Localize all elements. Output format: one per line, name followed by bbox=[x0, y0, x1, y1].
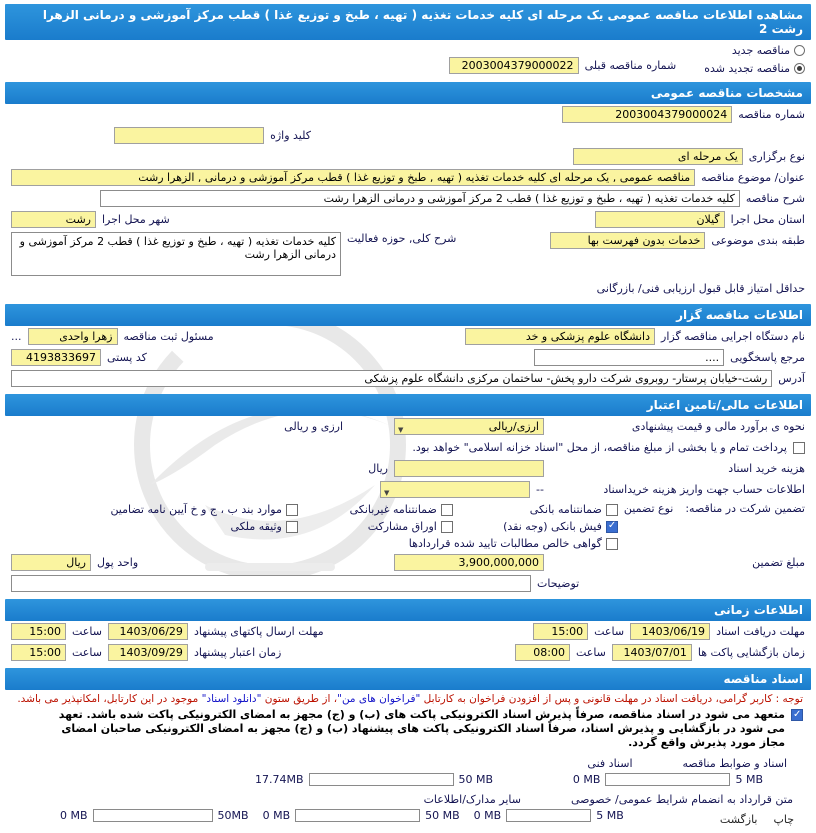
subject-field[interactable]: مناقصه عمومی , یک مرحله ای کلیه خدمات تغذیه ( تهیه , طبخ و توزیع غذا ) قطب مرکز آموزشی و درمانی , الزهرا رشت bbox=[11, 169, 695, 186]
back-button[interactable]: بازگشت bbox=[719, 813, 758, 826]
contract-text-label: متن قرارداد به انضمام شرایط عمومی/ خصوصی bbox=[571, 793, 793, 806]
schedule-item bbox=[11, 623, 324, 640]
new-tender-label: مناقصه جدید bbox=[731, 44, 790, 57]
schedule-item bbox=[533, 623, 805, 640]
footer-actions bbox=[720, 813, 794, 826]
technical-docs-current: 17.74MB bbox=[255, 773, 304, 786]
proposal-send-deadline-time[interactable]: 15:00 bbox=[11, 623, 66, 640]
terms-docs-label: اسناد و ضوابط مناقصه bbox=[682, 757, 787, 770]
guarantee-option-label: گواهی خالص مطالبات تایید شده قراردادها bbox=[408, 537, 602, 550]
registrar-label: مسئول ثبت مناقصه bbox=[123, 330, 214, 343]
documents-notice bbox=[5, 690, 811, 706]
guarantee-option-label: ضمانتنامه غیربانکی bbox=[349, 503, 437, 516]
holding-type-label: نوع برگزاری bbox=[748, 150, 805, 163]
contract-text-current: 0 MB bbox=[473, 809, 502, 822]
doc-receive-deadline-time[interactable]: 15:00 bbox=[533, 623, 588, 640]
proposal-validity-label: زمان اعتبار پیشنهاد bbox=[193, 646, 282, 659]
postal-code-label: کد پستی bbox=[107, 351, 147, 364]
new-tender-option[interactable] bbox=[704, 44, 805, 57]
section-financial-header: اطلاعات مالی/تامین اعتبار bbox=[5, 394, 811, 416]
other-docs-max: 50 MB bbox=[425, 809, 460, 822]
proposal-validity-date[interactable]: 1403/09/29 bbox=[108, 644, 188, 661]
previous-tender-number-label: شماره مناقصه قبلی bbox=[584, 59, 677, 72]
holding-type-field[interactable]: یک مرحله ای bbox=[573, 148, 743, 165]
technical-docs-label: اسناد فنی bbox=[587, 757, 633, 770]
guarantee-label: تضمین شرکت در مناقصه: bbox=[685, 502, 805, 515]
proposal-send-deadline-date[interactable]: 1403/06/29 bbox=[108, 623, 188, 640]
min-score-label: حداقل امتیاز قابل قبول ارزیابی فنی/ بازرگانی bbox=[596, 282, 805, 295]
hour-label: ساعت bbox=[72, 646, 102, 659]
notice-text: ، از طریق ستون bbox=[261, 693, 338, 705]
technical-docs-max: 50 MB bbox=[458, 773, 494, 786]
guarantee-option[interactable] bbox=[409, 537, 618, 550]
other-docs-bar bbox=[295, 809, 420, 822]
hour-label: ساعت bbox=[72, 625, 102, 638]
description-label: شرح مناقصه bbox=[745, 192, 805, 205]
proposal-send-deadline-label: مهلت ارسال پاکتهای پیشنهاد bbox=[193, 625, 324, 638]
notice-text: توجه : کاربر گرامی، دریافت اسناد در مهلت قانونی و پس از افزودن فراخوان به کارتابل bbox=[420, 693, 803, 705]
registrar-field[interactable]: زهرا واحدی bbox=[28, 328, 118, 345]
commitment-text: متعهد می شود در اسناد مناقصه، صرفاً پذیرش اسناد الکترونیکی پاکت های (ب) و (ج) مجهز به امضای الکترونیکی پاکت شده باشد. تعهد می شود در بازگشایی و پذیرش اسناد، صرفاً اسناد الکترونیکی پاکت های پیشنهاد (ب) و (ج) مجهز به امضای الکترونیکی صاحبان امضای مجاز مورد پذیرش واقع گردد. bbox=[58, 708, 785, 749]
notes-label: توضیحات bbox=[537, 577, 580, 590]
guarantee-option[interactable] bbox=[308, 503, 453, 516]
status-row bbox=[5, 40, 811, 77]
guarantee-amount-field[interactable]: 3,900,000,000 bbox=[394, 554, 544, 571]
terms-docs-bar bbox=[605, 773, 730, 786]
notice-quoted-my-calls: "فراخوان های من" bbox=[337, 693, 421, 705]
guarantee-option[interactable] bbox=[463, 503, 618, 516]
guarantee-checkbox[interactable] bbox=[441, 521, 453, 533]
estimate-method-note: ارزی و ریالی bbox=[284, 420, 343, 433]
extra-docs-bar bbox=[93, 809, 213, 822]
guarantee-option-label: اوراق مشارکت bbox=[367, 520, 437, 533]
guarantee-option-label: فیش بانکی (وجه نقد) bbox=[503, 520, 602, 533]
other-docs-progress bbox=[263, 809, 460, 822]
guarantee-type-label: نوع تضمین bbox=[623, 502, 674, 515]
agency-field[interactable]: دانشگاه علوم پزشکی و خد bbox=[465, 328, 655, 345]
document-fee-label: هزینه خرید اسناد bbox=[728, 462, 805, 475]
description-field[interactable]: کلیه خدمات تغذیه ( تهیه ، طبخ و توزیع غذا ) قطب 2 مرکز آموزشی و درمانی الزهرا رشت bbox=[100, 190, 740, 207]
contract-text-bar bbox=[506, 809, 591, 822]
section-documents-header: اسناد مناقصه bbox=[5, 668, 811, 690]
city-field[interactable]: رشت bbox=[11, 211, 96, 228]
contract-text-progress bbox=[474, 809, 624, 822]
notice-text: موجود در این کارتابل، امکانپذیر می باشد. bbox=[17, 693, 202, 705]
page-title: مشاهده اطلاعات مناقصه عمومی یک مرحله ای کلیه خدمات تغذیه ( تهیه ، طبخ و توزیع غذا ) قطب مرکز آموزشی و درمانی الزهرا رشت 2 bbox=[5, 4, 811, 40]
other-docs-current: 0 MB bbox=[262, 809, 291, 822]
section-specs-header: مشخصات مناقصه عمومی bbox=[5, 82, 811, 104]
address-field[interactable]: رشت-خیابان پرستار- روبروی شرکت دارو پخش- ساختمان مرکزی دانشگاه علوم پزشکی bbox=[11, 370, 772, 387]
tender-number-label: شماره مناقصه bbox=[738, 108, 805, 121]
envelope-opening-time[interactable]: 08:00 bbox=[515, 644, 570, 661]
postal-code-field[interactable]: 4193833697 bbox=[11, 349, 101, 366]
treasury-label: پرداخت تمام و یا بخشی از مبلغ مناقصه، از محل "اسناد خزانه اسلامی" خواهد بود. bbox=[412, 441, 787, 454]
guarantee-block bbox=[5, 500, 811, 552]
document-fee-unit: ریال bbox=[368, 462, 388, 475]
currency-label: واحد پول bbox=[97, 556, 139, 569]
guarantee-option[interactable] bbox=[73, 503, 298, 516]
terms-docs-progress bbox=[573, 773, 763, 786]
guarantee-option[interactable] bbox=[308, 520, 453, 533]
extra-docs-current: 0 MB bbox=[60, 809, 88, 822]
reply-reference-label: مرجع پاسخگویی bbox=[730, 351, 805, 364]
extra-docs-progress bbox=[60, 809, 249, 822]
guarantee-checkbox[interactable] bbox=[606, 504, 618, 516]
doc-receive-deadline-label: مهلت دریافت اسناد bbox=[716, 625, 805, 638]
section-schedule-header: اطلاعات زمانی bbox=[5, 599, 811, 621]
registrar-more: ... bbox=[11, 330, 22, 343]
technical-docs-bar bbox=[309, 773, 454, 786]
guarantee-option[interactable] bbox=[463, 520, 618, 533]
currency-field[interactable]: ریال bbox=[11, 554, 91, 571]
notes-field[interactable] bbox=[11, 575, 531, 592]
estimate-method-label: نحوه ی برآورد مالی و قیمت پیشنهادی bbox=[631, 420, 805, 433]
renewed-tender-radio[interactable] bbox=[794, 63, 805, 74]
subject-label: عنوان/ موضوع مناقصه bbox=[701, 171, 805, 184]
guarantee-amount-label: مبلغ تضمین bbox=[752, 556, 805, 569]
previous-tender-number-field[interactable]: 2003004379000022 bbox=[449, 57, 579, 74]
estimate-method-select[interactable]: ارزی/ریالی ▼ bbox=[394, 418, 544, 435]
province-field[interactable]: گیلان bbox=[595, 211, 725, 228]
agency-label: نام دستگاه اجرایی مناقصه گزار bbox=[661, 330, 805, 343]
activity-label: شرح کلی, حوزه فعالیت bbox=[347, 232, 457, 245]
guarantee-option-label: موارد بند ب ، ج و خ آیین نامه تضامین bbox=[110, 503, 282, 516]
reply-reference-field[interactable]: .... bbox=[534, 349, 724, 366]
contract-text-max: 5 MB bbox=[596, 809, 624, 822]
guarantee-checkbox[interactable] bbox=[606, 538, 618, 550]
renewed-tender-label: مناقصه تجدید شده bbox=[704, 62, 790, 75]
schedule-item bbox=[515, 644, 805, 661]
doc-receive-deadline-date[interactable]: 1403/06/19 bbox=[630, 623, 710, 640]
new-tender-radio[interactable] bbox=[794, 45, 805, 56]
province-label: استان محل اجرا bbox=[730, 213, 805, 226]
guarantee-option[interactable] bbox=[73, 520, 298, 533]
tender-number-field[interactable]: 2003004379000024 bbox=[562, 106, 732, 123]
terms-docs-max: 5 MB bbox=[735, 773, 763, 786]
terms-docs-current: 0 MB bbox=[572, 773, 601, 786]
address-label: آدرس bbox=[778, 372, 805, 385]
other-docs-label: سایر مدارک/اطلاعات bbox=[423, 793, 521, 806]
commitment-checkbox[interactable] bbox=[791, 709, 803, 721]
activity-field[interactable]: کلیه خدمات تغذیه ( تهیه ، طبخ و توزیع غذا ) قطب 2 مرکز آموزشی و درمانی الزهرا رشت bbox=[11, 232, 341, 276]
guarantee-checkbox[interactable] bbox=[441, 504, 453, 516]
envelope-opening-label: زمان بازگشایی پاکت ها bbox=[697, 646, 805, 659]
hour-label: ساعت bbox=[575, 646, 606, 659]
schedule-item bbox=[11, 644, 281, 661]
guarantee-checkbox[interactable] bbox=[606, 521, 618, 533]
notice-quoted-download: "دانلود اسناد" bbox=[201, 693, 262, 705]
city-label: شهر محل اجرا bbox=[102, 213, 170, 226]
proposal-validity-time[interactable]: 15:00 bbox=[11, 644, 66, 661]
document-fee-field[interactable] bbox=[394, 460, 544, 477]
account-info-value: -- bbox=[536, 483, 544, 496]
renewed-tender-option[interactable] bbox=[704, 62, 805, 75]
technical-docs-progress bbox=[255, 773, 493, 786]
guarantee-option-label: وثیقه ملکی bbox=[230, 520, 282, 533]
account-info-select[interactable] bbox=[380, 481, 530, 498]
category-label: طبقه بندی موضوعی bbox=[711, 234, 805, 247]
treasury-checkbox[interactable] bbox=[793, 442, 805, 454]
section-organizer-header: اطلاعات مناقصه گزار bbox=[5, 304, 811, 326]
keyword-field[interactable] bbox=[114, 127, 264, 144]
keyword-label: کلید واژه bbox=[270, 129, 311, 142]
print-button[interactable]: چاپ bbox=[773, 813, 794, 826]
commitment-row bbox=[5, 706, 811, 753]
guarantee-checkbox[interactable] bbox=[286, 504, 298, 516]
hour-label: ساعت bbox=[594, 625, 625, 638]
envelope-opening-date[interactable]: 1403/07/01 bbox=[612, 644, 692, 661]
guarantee-option-label: ضمانتنامه بانکی bbox=[529, 503, 602, 516]
category-field[interactable]: خدمات بدون فهرست بها bbox=[550, 232, 705, 249]
extra-docs-max: 50MB bbox=[217, 809, 249, 822]
guarantee-checkbox[interactable] bbox=[286, 521, 298, 533]
account-info-label: اطلاعات حساب جهت واریز هزینه خریداسناد bbox=[603, 483, 805, 496]
